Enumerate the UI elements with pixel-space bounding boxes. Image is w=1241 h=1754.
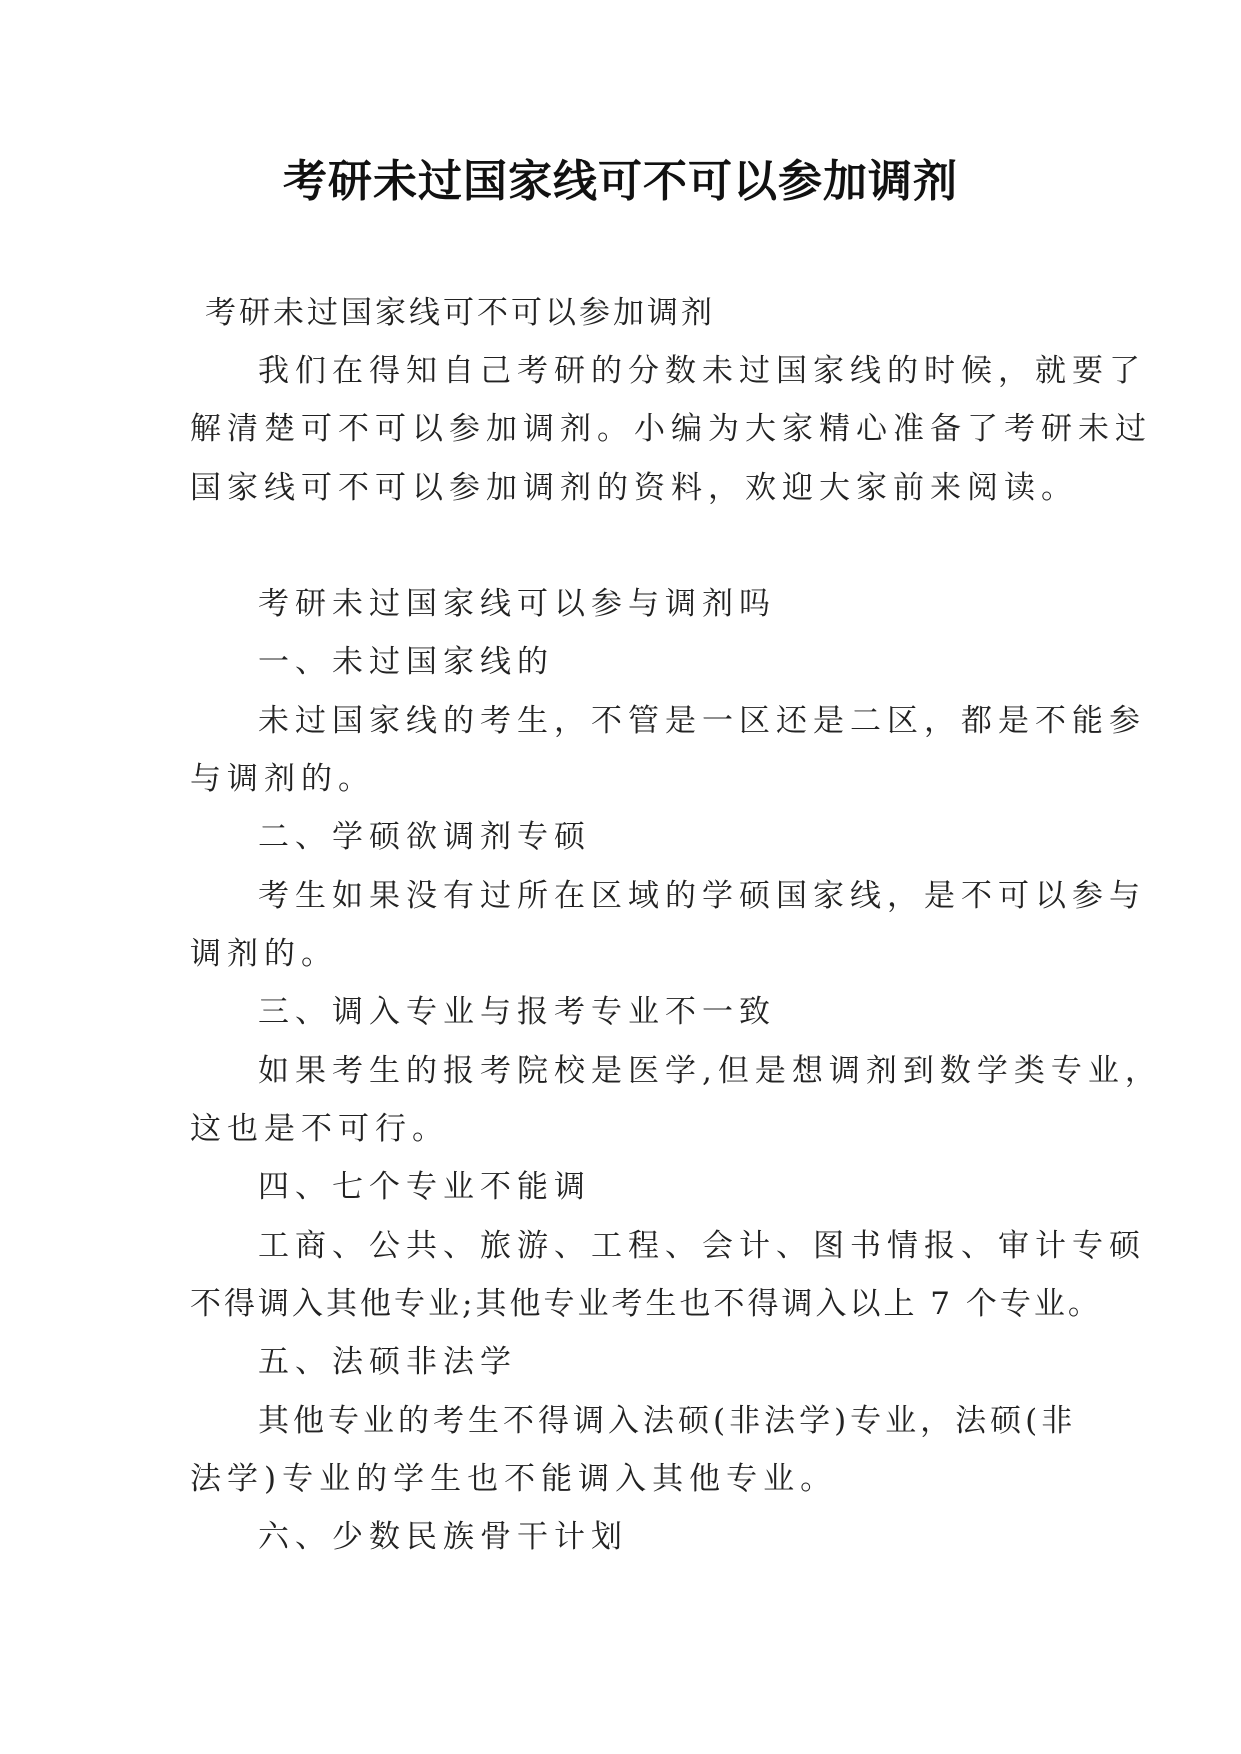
section-heading: 考研未过国家线可以参与调剂吗 <box>258 586 776 622</box>
paragraph-line: 国家线可不可以参加调剂的资料，欢迎大家前来阅读。 <box>190 470 1078 506</box>
section-heading: 二、学硕欲调剂专硕 <box>258 819 591 855</box>
paragraph-line: 如果考生的报考院校是医学,但是想调剂到数学类专业， <box>258 1053 1162 1089</box>
paragraph-line: 工商、公共、旅游、工程、会计、图书情报、审计专硕 <box>258 1228 1146 1264</box>
paragraph-line: 我们在得知自己考研的分数未过国家线的时候，就要了 <box>258 353 1146 389</box>
section-heading: 三、调入专业与报考专业不一致 <box>258 994 776 1030</box>
subtitle-line: 考研未过国家线可不可以参加调剂 <box>205 295 715 331</box>
paragraph-line: 未过国家线的考生，不管是一区还是二区，都是不能参 <box>258 703 1146 739</box>
paragraph-line: 解清楚可不可以参加调剂。小编为大家精心准备了考研未过 <box>190 411 1152 447</box>
section-heading: 五、法硕非法学 <box>258 1344 517 1380</box>
document-title: 考研未过国家线可不可以参加调剂 <box>283 156 958 207</box>
paragraph-line: 不得调入其他专业;其他专业考生也不得调入以上 7 个专业。 <box>190 1286 1102 1322</box>
paragraph-line: 考生如果没有过所在区域的学硕国家线，是不可以参与 <box>258 878 1146 914</box>
paragraph-line: 调剂的。 <box>190 936 338 972</box>
paragraph-line: 与调剂的。 <box>190 761 375 797</box>
section-heading: 六、少数民族骨干计划 <box>258 1519 628 1555</box>
section-heading: 一、未过国家线的 <box>258 644 554 680</box>
paragraph-line: 其他专业的考生不得调入法硕(非法学)专业，法硕(非 <box>258 1403 1077 1439</box>
paragraph-line: 这也是不可行。 <box>190 1111 449 1147</box>
paragraph-line: 法学)专业的学生也不能调入其他专业。 <box>190 1461 838 1497</box>
section-heading: 四、七个专业不能调 <box>258 1169 591 1205</box>
